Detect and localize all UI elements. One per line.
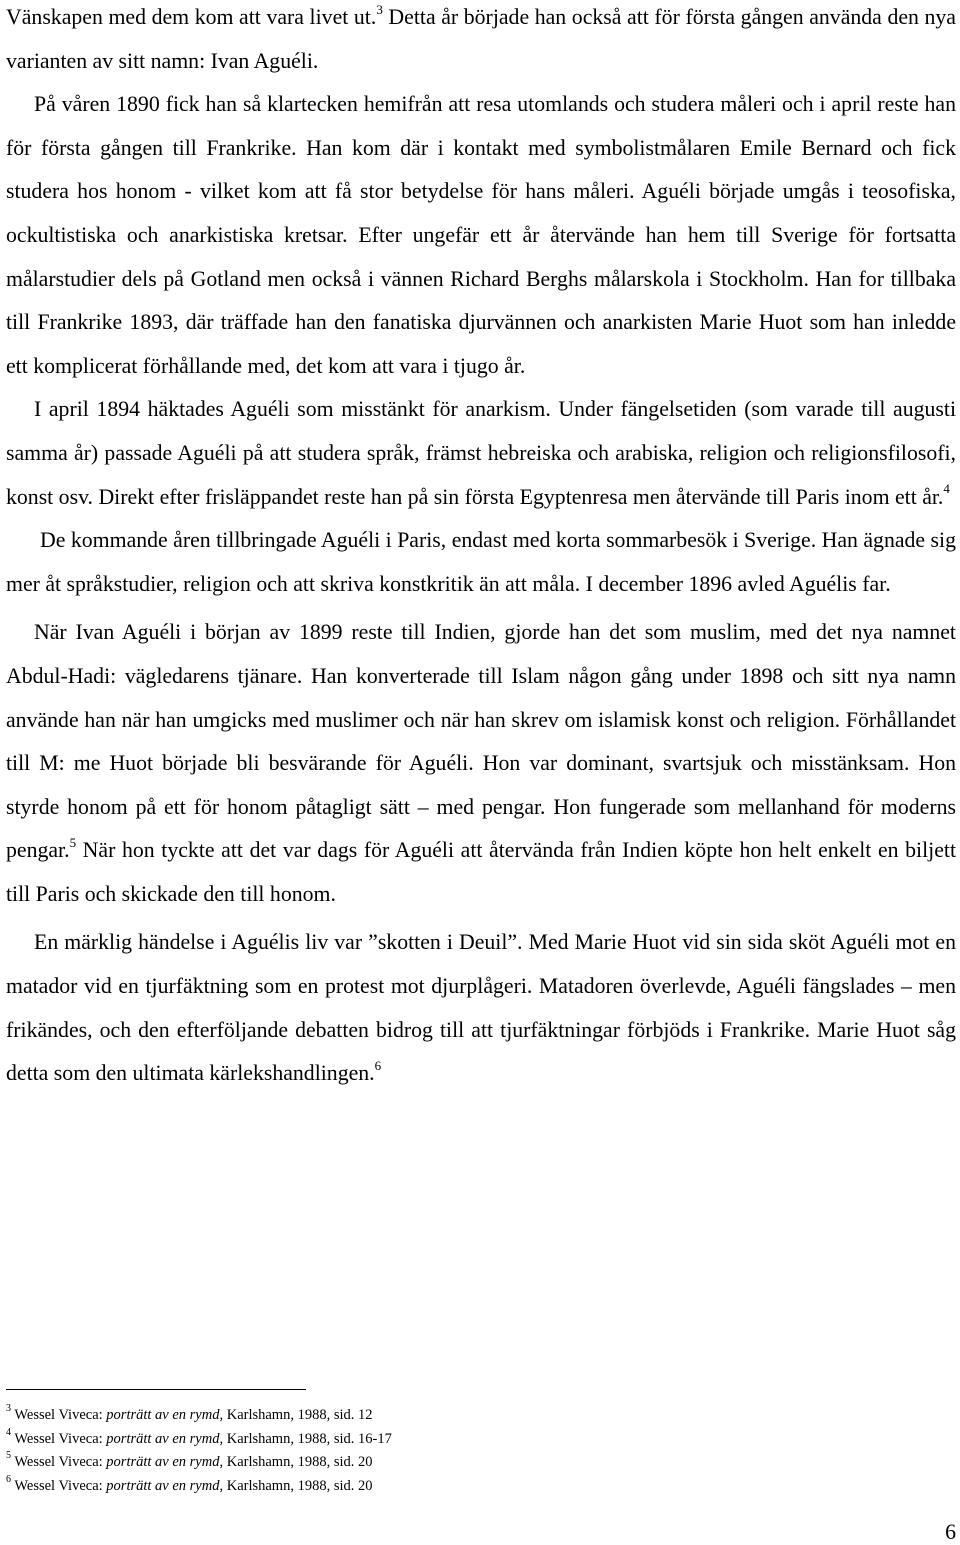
document-page bbox=[6, 0, 956, 1096]
footnote-ref[interactable]: 5 bbox=[69, 835, 77, 851]
footnote-separator bbox=[6, 1389, 306, 1390]
footnote-title: porträtt av en rymd bbox=[106, 1430, 220, 1447]
footnote-details: , Karlshamn, 1988, sid. 12 bbox=[219, 1407, 373, 1423]
footnote-author: Wessel Viveca: bbox=[14, 1454, 107, 1470]
footnote-number: 6 bbox=[6, 1473, 11, 1485]
paragraph-deuil-shots bbox=[6, 921, 956, 1095]
footnote-ref[interactable]: 4 bbox=[943, 481, 950, 497]
footnote-details: , Karlshamn, 1988, sid. 16-17 bbox=[219, 1430, 392, 1447]
paragraph-text: I april 1894 häktades Aguéli som misstänkt för anarkism. Under fängelsetiden (som varade till augusti samma år) passade Aguéli på att studera språk, främst hebreiska och arabiska, religion och religionsfilosofi, konst osv. Direkt efter frisläppandet reste han på sin första Egyptenresa men återvände till Paris inom ett år. bbox=[6, 397, 956, 509]
footnote-ref[interactable]: 6 bbox=[374, 1057, 382, 1073]
footnote-item bbox=[6, 1475, 906, 1499]
paragraph-text: När Ivan Aguéli i början av 1899 reste till Indien, gjorde han det som muslim, med det nya namnet Abdul-Hadi: vägledarens tjänare. Han konverterade till Islam någon gång under 1898 och sitt nya namn använde han när han umgicks med muslimer och när han skrev om islamisk konst och religion. Förhållandet till M: me Huot började bli besvärande för Aguéli. Hon var dominant, svartsjuk och misstänksam. Hon styrde honom på ett för honom påtagligt sätt – med pengar. Hon fungerade som mellanhand för moderns pengar. bbox=[6, 620, 956, 863]
footnote-title: porträtt av en rymd bbox=[106, 1477, 220, 1494]
footnote-author: Wessel Viveca: bbox=[14, 1477, 107, 1494]
footnote-item bbox=[6, 1404, 906, 1428]
footnote-details: , Karlshamn, 1988, sid. 20 bbox=[219, 1454, 373, 1470]
paragraph-paris-years bbox=[6, 519, 956, 606]
footnote-number: 3 bbox=[6, 1403, 11, 1415]
page-number: 6 bbox=[945, 1520, 956, 1544]
footnote-author: Wessel Viveca: bbox=[14, 1407, 107, 1423]
paragraph-text: På våren 1890 fick han så klartecken hemifrån att resa utomlands och studera måleri och i april reste han för första gången till Frankrike. Han kom där i kontakt med symbolistmålaren Emile Bernard och fick studera hos honom - vilket kom att få stor betydelse för hans måleri. Aguéli började umgås i teosofiska, ockultistiska och anarkistiska kretsar. Efter ungefär ett år återvände han hem till Sverige för fortsatta målarstudier dels på Gotland men också i vännen Richard Berghs målarskola i Stockholm. Han for tillbaka till Frankrike 1893, där träffade han den fanatiska djurvännen och anarkisten Marie Huot som han inledde ett komplicerat förhållande med, det kom att vara i tjugo år. bbox=[6, 92, 956, 378]
paragraph-india-1899 bbox=[6, 611, 956, 916]
paragraph-france-1890 bbox=[6, 83, 956, 388]
footnote-item bbox=[6, 1451, 906, 1475]
paragraph-text: Vänskapen med dem kom att vara livet ut. bbox=[6, 5, 377, 29]
footnote-number: 4 bbox=[6, 1426, 11, 1438]
footnote-author: Wessel Viveca: bbox=[14, 1430, 107, 1447]
footnotes bbox=[6, 1404, 906, 1498]
footnote-ref[interactable]: 3 bbox=[376, 1, 383, 17]
paragraph-text: En märklig händelse i Aguélis liv var ”skotten i Deuil”. Med Marie Huot vid sin sida sköt Aguéli mot en matador vid en tjurfäktning som en protest mot djurplågeri. Matadoren överlevde, Aguéli fängslades – men frikändes, och den efterföljande debatten bidrog till att tjurfäktningar förbjöds i Frankrike. Marie Huot såg detta som den ultimata kärlekshandlingen. bbox=[6, 930, 956, 1086]
footnote-details: , Karlshamn, 1988, sid. 20 bbox=[219, 1477, 373, 1494]
footnote-title: porträtt av en rymd bbox=[106, 1407, 220, 1423]
paragraph-text: När hon tyckte att det var dags för Aguéli att återvända från Indien köpte hon helt enkelt en biljett till Paris och skickade den till honom. bbox=[6, 838, 956, 906]
footnote-title: porträtt av en rymd bbox=[106, 1454, 220, 1470]
paragraph-friendship bbox=[6, 0, 956, 83]
paragraph-text: De kommande åren tillbringade Aguéli i Paris, endast med korta sommarbesök i Sverige. Han ägnade sig mer åt språkstudier, religion och att skriva konstkritik än att måla. I december 1896 avled Aguélis far. bbox=[6, 528, 956, 596]
paragraph-arrest-1894 bbox=[6, 388, 956, 519]
footnote-number: 5 bbox=[6, 1450, 11, 1462]
paragraph-text: Detta år började han också att för första gången använda den nya varianten av sitt namn: Ivan Aguéli. bbox=[6, 5, 956, 73]
footnote-item bbox=[6, 1428, 906, 1452]
